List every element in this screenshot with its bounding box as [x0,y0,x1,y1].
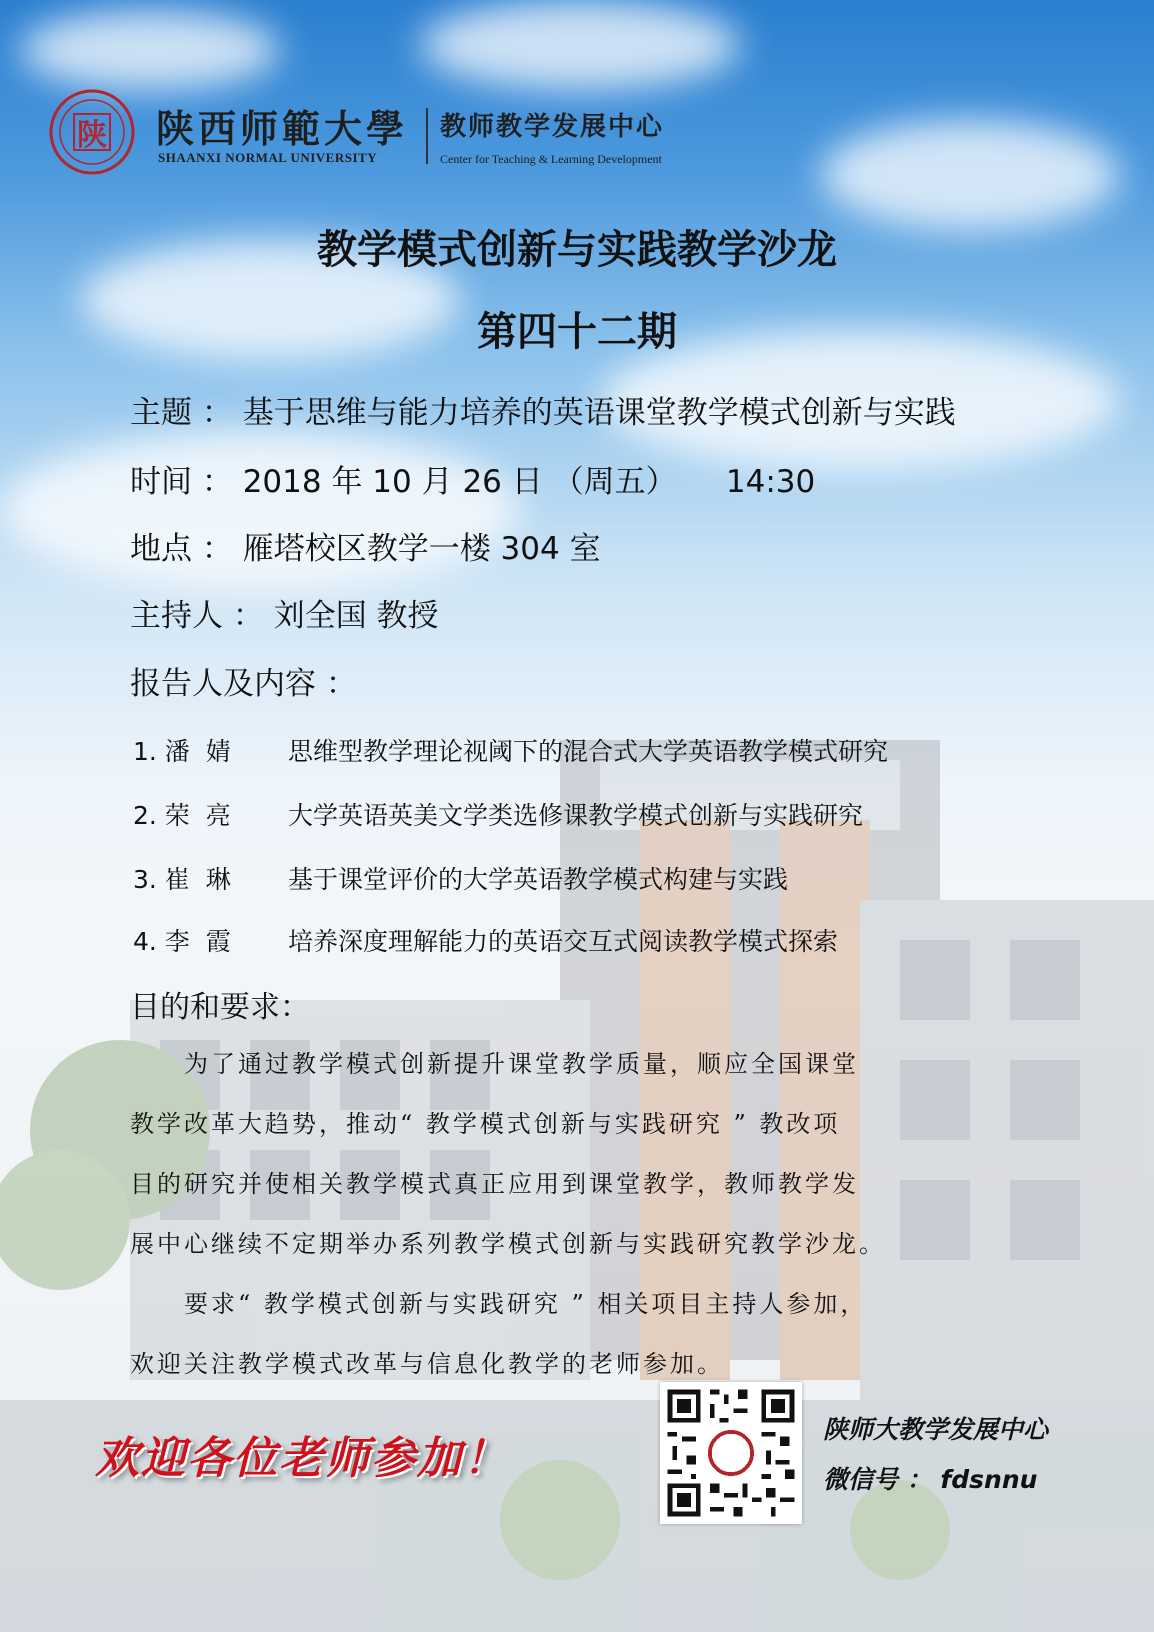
info-theme: 主题 ： 基于思维与能力培养的英语课堂教学模式创新与实践 [130,395,956,431]
info-host: 主持人 ： 刘全国 教授 [130,598,439,634]
cloud-decoration [420,0,740,90]
talk-item [133,796,863,832]
header-logo [48,88,748,178]
center-name-en: Center for Teaching & Learning Development [440,152,662,166]
talk-item [133,732,888,768]
purpose-line: 要求“ 教学模式创新与实践研究 ” 相关项目主持人参加， [130,1290,868,1318]
poster-issue: 第四十二期 [477,309,677,355]
wechat-qr-code-icon [660,1382,802,1524]
info-place: 地点 ： 雁塔校区教学一楼 304 室 [130,531,601,567]
purpose-line: 欢迎关注教学模式改革与信息化教学的老师参加。 [130,1350,724,1378]
talk-speaker: 1. 潘 婧 [133,737,231,766]
info-time: 时间 ： 2018 年 10 月 26 日 （周五） 14:30 [130,464,816,500]
center-name-cn: 教师教学发展中心 [440,112,665,142]
university-name-en: SHAANXI NORMAL UNIVERSITY [158,150,378,165]
cloud-decoration [20,10,280,90]
talk-topic: 大学英语英美文学类选修课教学模式创新与实践研究 [288,801,864,830]
talk-item [133,860,788,896]
seal-character: 陕 [77,118,107,153]
welcome-slogan: 欢迎各位老师参加！ [95,1433,509,1484]
purpose-line: 为了通过教学模式创新提升课堂教学质量，顺应全国课堂 [130,1050,859,1078]
talk-item [133,922,838,958]
cloud-decoration [820,120,1120,230]
purpose-line: 展中心继续不定期举办系列教学模式创新与实践研究教学沙龙。 [130,1230,886,1258]
university-name-cn: 陕西师範大學 [156,106,409,151]
wechat-id: 微信号 ： fdsnnu [823,1465,1038,1494]
poster-title: 教学模式创新与实践教学沙龙 [317,227,837,273]
talk-topic: 思维型教学理论视阈下的混合式大学英语教学模式研究 [288,737,889,766]
logo-divider [426,108,428,164]
talk-speaker: 2. 荣 亮 [133,801,231,830]
purpose-line: 教学改革大趋势，推动“ 教学模式创新与实践研究 ” 教改项 [130,1110,841,1138]
talk-topic: 培养深度理解能力的英语交互式阅读教学模式探索 [288,927,839,956]
purpose-heading: 目的和要求： [130,990,310,1025]
talk-topic: 基于课堂评价的大学英语教学模式构建与实践 [288,865,789,894]
purpose-paragraph [130,1034,1030,1394]
talk-speaker: 3. 崔 琳 [133,865,231,894]
purpose-line: 目的研究并使相关教学模式真正应用到课堂教学，教师教学发 [130,1170,859,1198]
wechat-account-name: 陕师大教学发展中心 [823,1415,1049,1444]
speakers-heading: 报告人及内容 ： [130,666,357,702]
talk-speaker: 4. 李 霞 [133,927,231,956]
